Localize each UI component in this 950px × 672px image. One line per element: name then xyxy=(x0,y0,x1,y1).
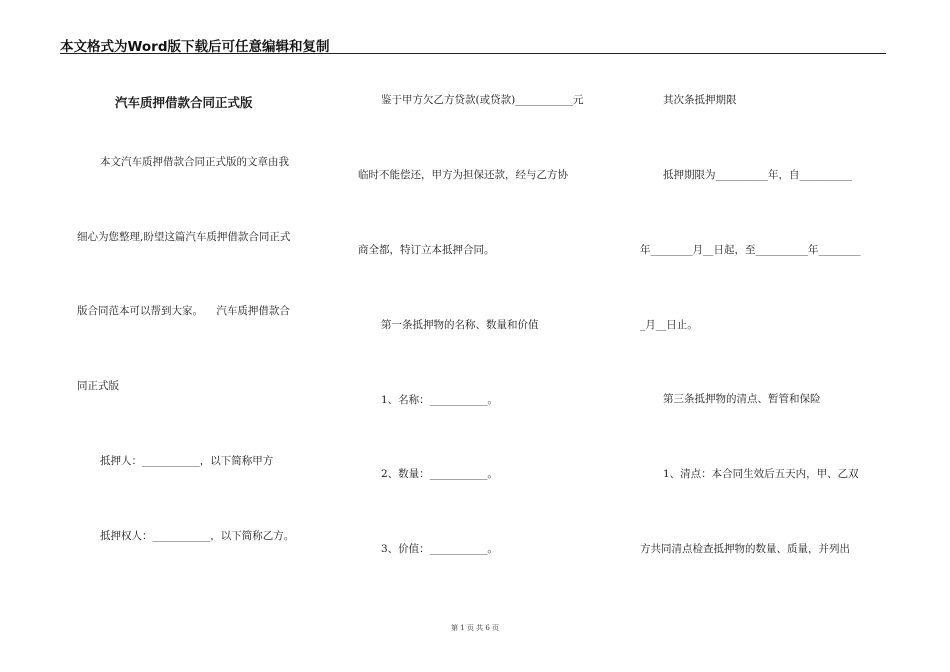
col3-line-6: 1、清点：本合同生效后五天内，甲、乙双 xyxy=(663,468,859,480)
col3-line-7: 方共同清点检查抵押物的数量、质量，并列出 xyxy=(640,543,850,555)
col1-line-4: 同正式版 xyxy=(77,380,119,392)
col1-line-1: 本文汽车质押借款合同正式版的文章由我 xyxy=(100,156,289,168)
col1-line-3: 版合同范本可以帮到大家。 汽车质押借款合 xyxy=(77,305,290,317)
col3-line-2: 抵押期限为__________年，自__________ xyxy=(663,169,852,181)
col3-line-3: 年________月__日起，至__________年________ xyxy=(640,244,861,256)
header-title: 本文格式为Word版下载后可任意编辑和复制 xyxy=(60,39,330,55)
page-footer: 第 1 页 共 6 页 xyxy=(450,624,500,632)
col3-line-5: 第三条抵押物的清点、暂管和保险 xyxy=(663,393,821,405)
document-title: 汽车质押借款合同正式版 xyxy=(115,95,253,110)
col2-line-2: 临时不能偿还，甲方为担保还款，经与乙方协 xyxy=(358,169,568,181)
col1-line-6: 抵押权人：___________，以下简称乙方。 xyxy=(100,530,295,542)
col2-line-3: 商全都，特订立本抵押合同。 xyxy=(358,244,495,256)
col3-line-4: _月__日止。 xyxy=(640,319,698,331)
col2-line-4: 第一条抵押物的名称、数量和价值 xyxy=(381,319,539,331)
col1-line-5: 抵押人：___________，以下简称甲方 xyxy=(100,455,274,467)
col2-line-7: 3、价值：___________。 xyxy=(381,543,498,555)
header-rule xyxy=(60,53,886,54)
col2-line-6: 2、数量：___________。 xyxy=(381,468,498,480)
col2-line-1: 鉴于甲方欠乙方贷款(或贷款)___________元 xyxy=(381,94,584,106)
col3-line-1: 其次条抵押期限 xyxy=(663,94,737,106)
col2-line-5: 1、名称：___________。 xyxy=(381,394,498,406)
col1-line-2: 细心为您整理,盼望这篇汽车质押借款合同正式 xyxy=(77,231,291,243)
